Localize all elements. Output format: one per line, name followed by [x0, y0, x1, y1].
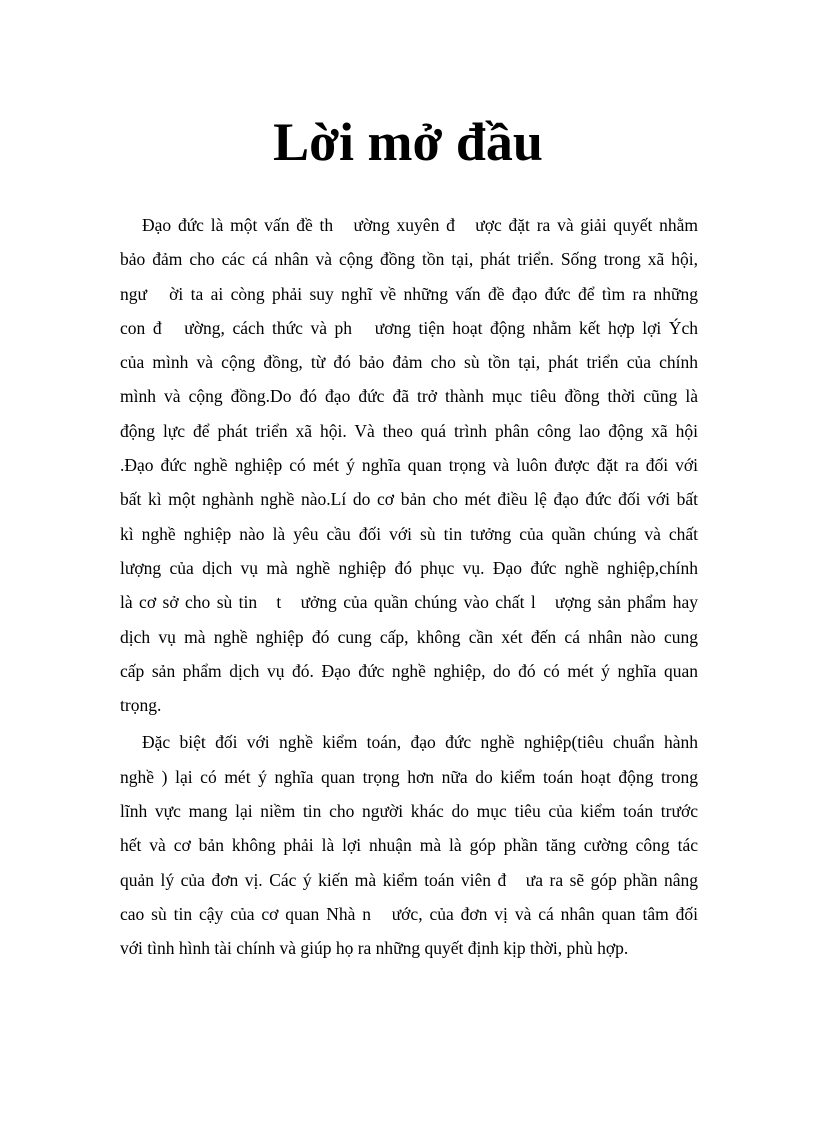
- paragraph-line: dịch vụ mà nghề nghiệp đó cung cấp, không cần xét đến cá nhân nào cung: [120, 626, 698, 647]
- paragraph-line: Đặc biệt đối với nghề kiểm toán, đạo đức nghề nghiệp(tiêu chuẩn hành: [142, 732, 698, 753]
- paragraph-line: lượng của dịch vụ mà nghề nghiệp đó phục vụ. Đạo đức nghề nghiệp,chính: [120, 557, 698, 578]
- paragraph-line: cấp sản phẩm dịch vụ đó. Đạo đức nghề nghiệp, do đó có mét ý nghĩa quan: [120, 660, 698, 681]
- paragraph-line: ngư ời ta ai còng phải suy nghĩ về những vấn đề đạo đức để tìm ra những: [120, 283, 698, 304]
- paragraph-line: quản lý của đơn vị. Các ý kiến mà kiểm toán viên đ ưa ra sẽ góp phần nâng: [120, 869, 698, 890]
- paragraph-line: trọng.: [120, 695, 162, 716]
- paragraph-line: bất kì một nghành nghề nào.Lí do cơ bản cho mét điều lệ đạo đức đối với bất: [120, 489, 698, 510]
- paragraph-line: cao sù tin cậy của cơ quan Nhà n ước, của đơn vị và cá nhân quan tâm đối: [120, 903, 698, 924]
- paragraph-line: mình và cộng đồng.Do đó đạo đức đã trở thành mục tiêu đồng thời cũng là: [120, 386, 698, 407]
- paragraph-line: với tình hình tài chính và giúp họ ra những quyết định kịp thời, phù hợp.: [120, 938, 629, 959]
- paragraph-line: Đạo đức là một vấn đề th ường xuyên đ ược đặt ra và giải quyết nhằm: [142, 215, 698, 235]
- paragraph-line: lĩnh vực mang lại niềm tin cho người khác do mục tiêu của kiểm toán trước: [120, 801, 698, 822]
- paragraph-line: con đ ường, cách thức và ph ương tiện hoạt động nhằm kết hợp lợi Ých: [120, 317, 698, 338]
- paragraph-1: [120, 208, 698, 722]
- paragraph-line: của mình và cộng đồng, từ đó bảo đảm cho sù tồn tại, phát triển của chính: [120, 352, 698, 373]
- page-title: Lời mở đầu: [273, 112, 543, 172]
- paragraph-line: bảo đảm cho các cá nhân và cộng đồng tồn tại, phát triển. Sống trong xã hội,: [120, 249, 698, 270]
- paragraph-line: .Đạo đức nghề nghiệp có mét ý nghĩa quan trọng và luôn được đặt ra đối với: [120, 455, 698, 476]
- paragraph-line: là cơ sở cho sù tin t ưởng của quần chúng vào chất l ượng sản phẩm hay: [120, 592, 698, 613]
- paragraph-line: kì nghề nghiệp nào là yêu cầu đối với sù tin tưởng của quần chúng và chất: [120, 523, 698, 544]
- paragraph-line: nghề ) lại có mét ý nghĩa quan trọng hơn nữa do kiểm toán hoạt động trong: [120, 766, 698, 787]
- paragraph-line: động lực để phát triển xã hội. Và theo quá trình phân công lao động xã hội: [120, 420, 698, 441]
- body-text: [120, 208, 698, 966]
- paragraph-line: hết và cơ bản không phải là lợi nhuận mà là góp phần tăng cường công tác: [120, 835, 698, 856]
- paragraph-2: [120, 725, 698, 965]
